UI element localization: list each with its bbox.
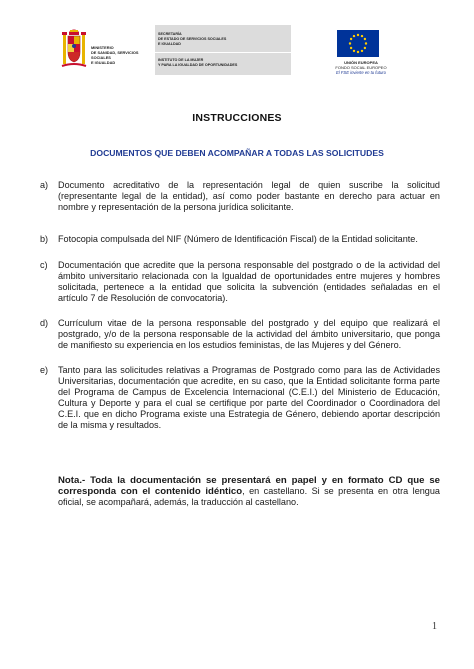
eu-label: UNIÓN EUROPEA — [344, 60, 378, 65]
list-item — [40, 365, 440, 431]
secretaria-box — [155, 25, 291, 75]
item-label: e) — [40, 365, 49, 375]
item-label: a) — [40, 180, 49, 190]
note-rest: , en castellano. Si se presenta en otra lengua oficial, se acompañará, además, la traducción al castellano. — [58, 486, 440, 507]
ministry-line: E IGUALDAD — [91, 60, 116, 65]
spain-coat-of-arms-icon — [61, 28, 87, 70]
note-bold: Nota.- Toda la documentación se presentará en papel y en formato CD que se corresponda con el contenido idéntico — [58, 475, 440, 497]
item-text: Fotocopia compulsada del NIF (Número de Identificación Fiscal) de la Entidad solicitante. — [58, 234, 418, 244]
list-item — [40, 180, 440, 213]
secretaria-line: SECRETARÍA — [158, 32, 182, 36]
instituto-name — [158, 58, 237, 68]
instituto-line: Y PARA LA IGUALDAD DE OPORTUNIDADES — [158, 63, 238, 67]
instituto-line: INSTITUTO DE LA MUJER — [158, 58, 204, 62]
requirements-list — [40, 180, 440, 431]
eu-flag-icon — [337, 30, 379, 57]
page-title: INSTRUCCIONES — [192, 112, 282, 124]
eu-header — [333, 30, 397, 84]
list-item — [40, 234, 440, 245]
eu-stars — [337, 30, 379, 57]
list-item — [40, 318, 440, 351]
note-paragraph — [58, 475, 440, 508]
ministry-name — [91, 45, 151, 65]
item-label: b) — [40, 234, 49, 244]
ministry-line: MINISTERIO — [91, 45, 114, 50]
page-number: 1 — [432, 621, 437, 632]
item-text: Documentación que acredite que la persona responsable del postgrado o de la actividad del ámbito universitario relacionada con la Igualdad de oportunidades entre mujeres y hombres solicitada, pertenece a la entidad que solicita la subvención (entidades señaladas en el artículo 7 de Resolución de convocatoria). — [58, 260, 440, 303]
secretaria-line: DE ESTADO DE SERVICIOS SOCIALES — [158, 37, 227, 41]
page-subtitle: DOCUMENTOS QUE DEBEN ACOMPAÑAR A TODAS LAS SOLICITUDES — [90, 148, 384, 158]
item-text: Tanto para las solicitudes relativas a Programas de Postgrado como para las de Actividades Universitarias, documentación que acredite, en su caso, que la Entidad solicitante forma parte del Programa de Campus de Excelencia Internacional (C.E.I.) del Ministerio de Educación, Cultura y Deporte y para el cual se certifique por parte del Coordinador o Coordinadora del C.E.I. que en dicho Programa existe una Estrategia de Género, debiendo aportar descripción de la misma y resultados. — [58, 365, 440, 430]
ministry-line: DE SANIDAD, SERVICIOS SOCIALES — [91, 50, 139, 60]
item-text: Currículum vitae de la persona responsable del postgrado y del equipo que realizará el postgrado, y/o de la persona responsable de la actividad del ámbito universitario, que ponga de manifiesto su experiencia en los estudios feministas, de las Mujeres y del Género. — [58, 318, 440, 350]
item-label: c) — [40, 260, 48, 270]
list-item — [40, 260, 440, 304]
secretaria-line: E IGUALDAD — [158, 42, 181, 46]
item-text: Documento acreditativo de la representación legal de quien suscribe la solicitud (representante legal de la entidad), así como poder bastante en derecho para actuar en nombre y representación de la persona jurídica solicitante. — [58, 180, 440, 212]
item-label: d) — [40, 318, 49, 328]
ministry-header — [61, 25, 238, 79]
eu-fund: FONDO SOCIAL EUROPEO — [335, 65, 387, 70]
divider — [155, 52, 291, 53]
eu-slogan: El FSE invierte en tu futuro — [335, 70, 387, 75]
secretaria-name — [158, 32, 226, 47]
